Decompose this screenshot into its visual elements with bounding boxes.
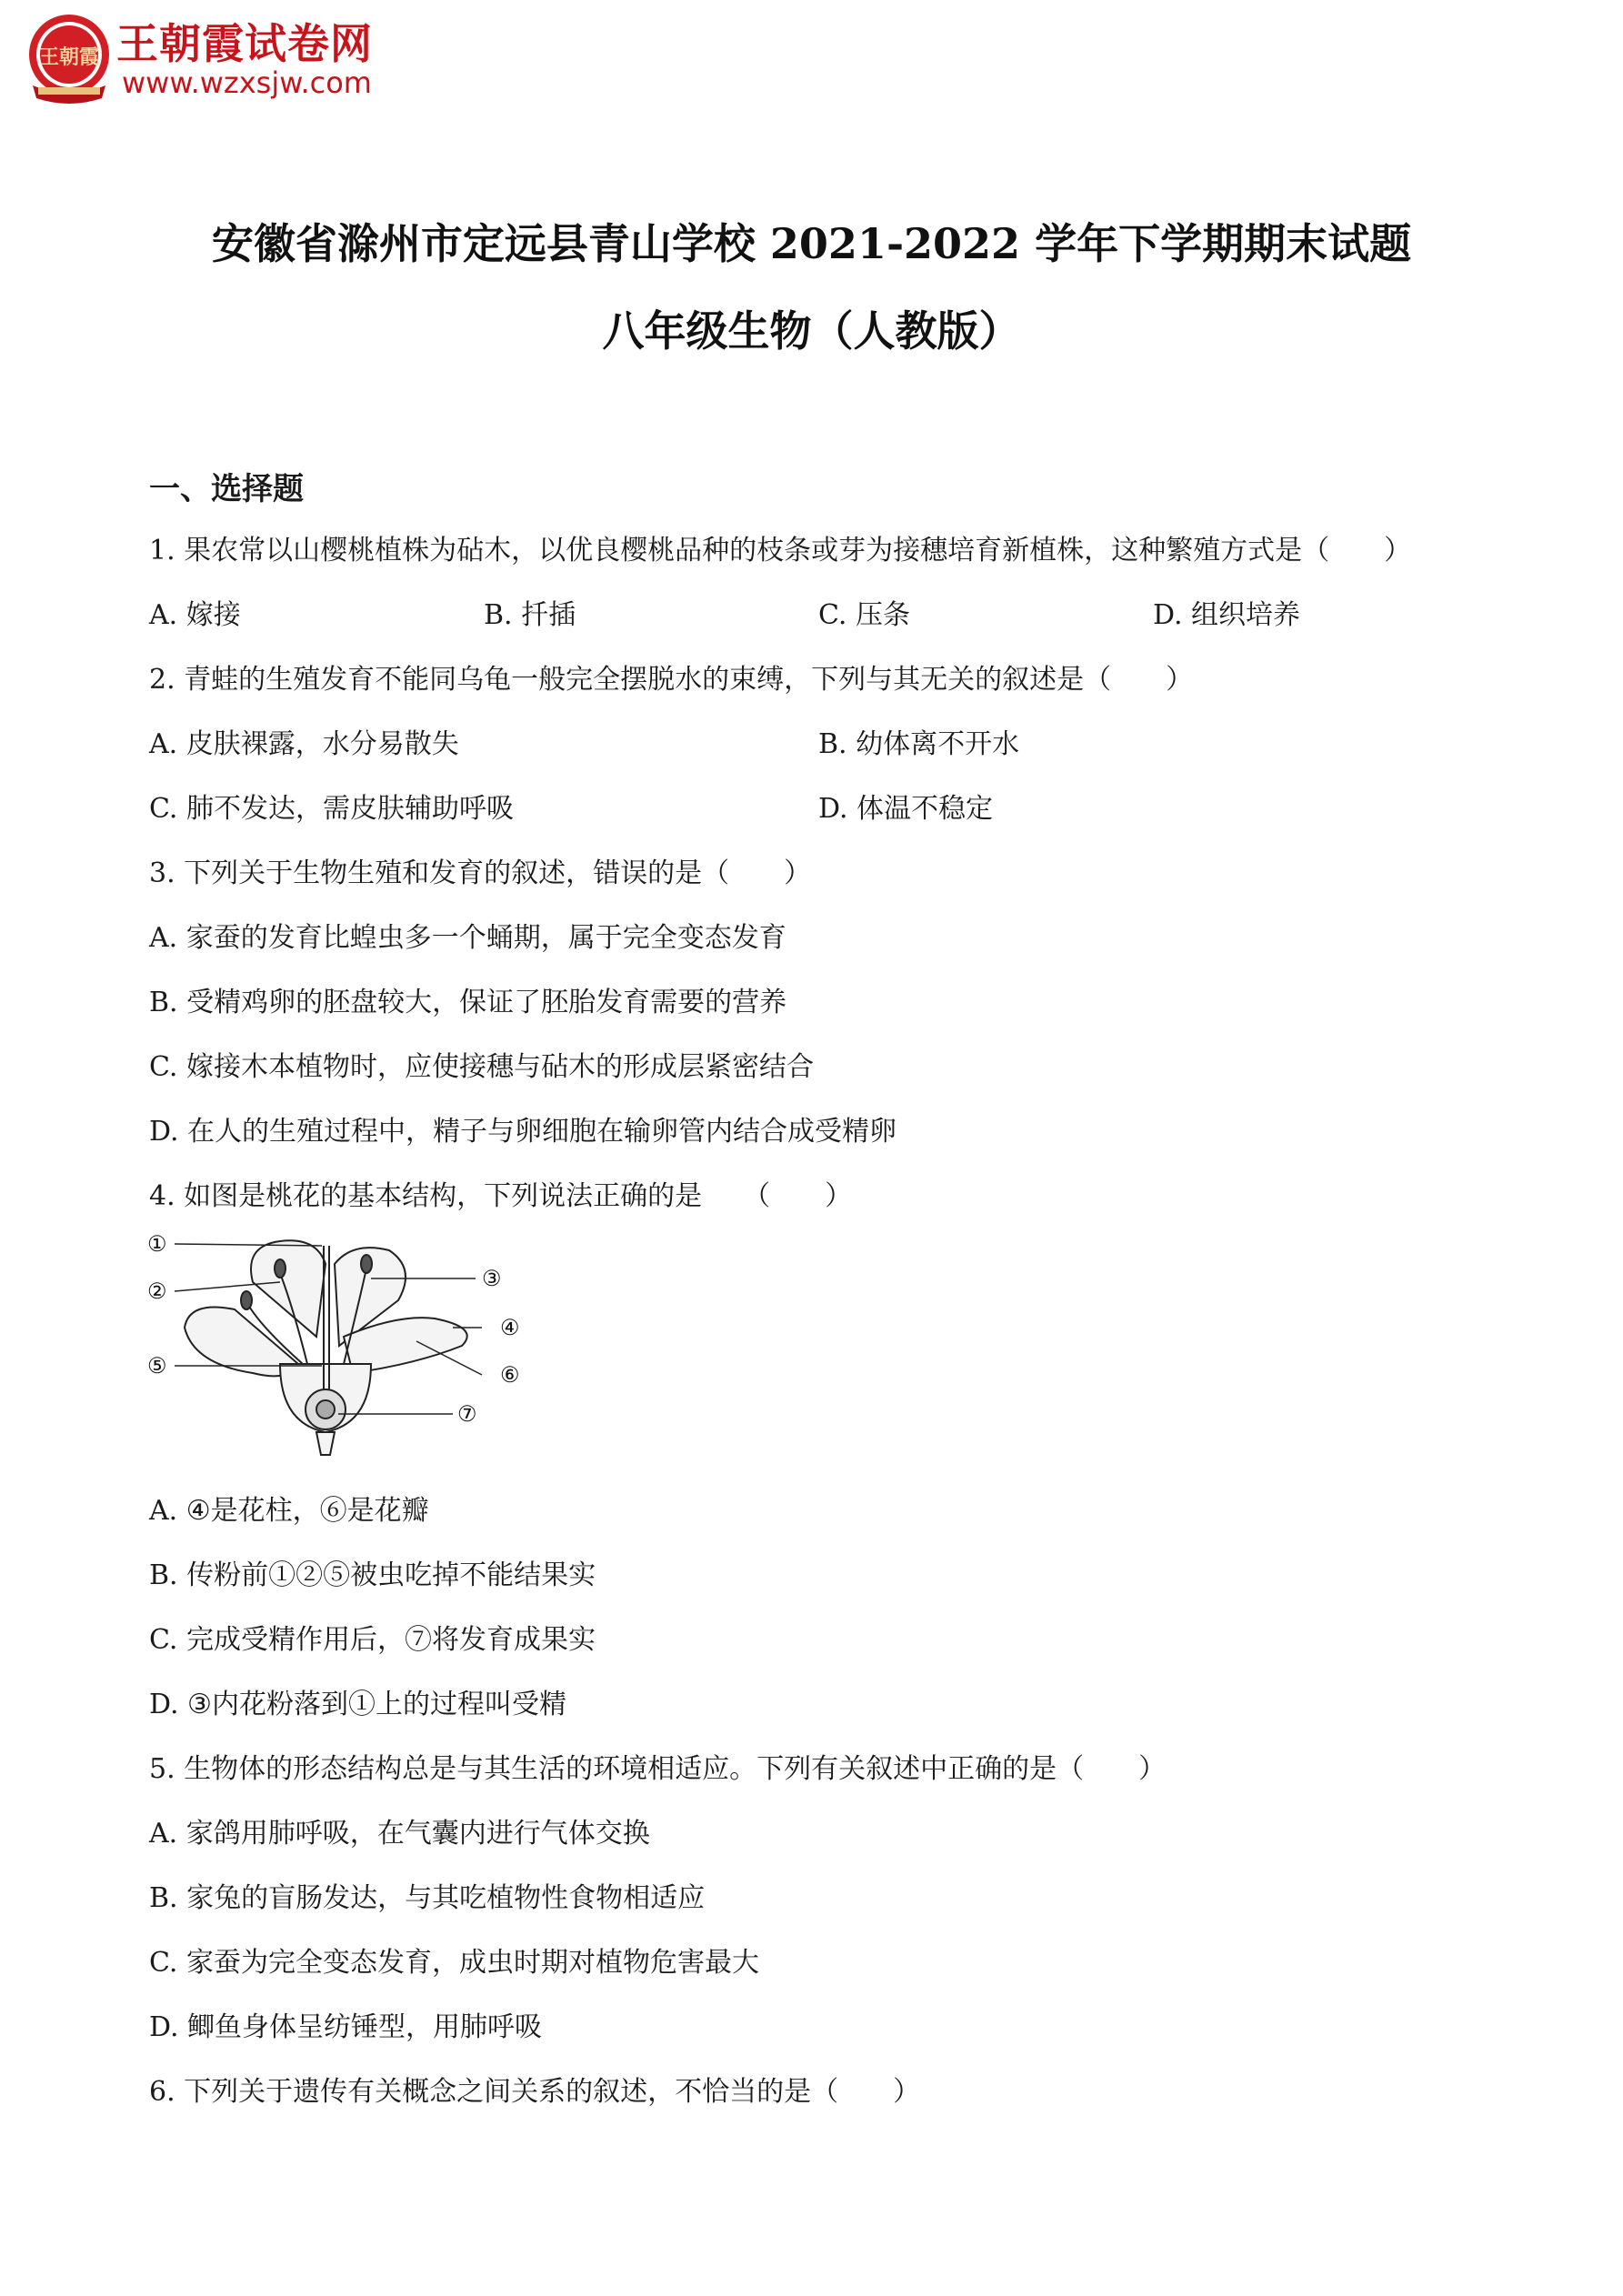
q3-option-b: B. 受精鸡卵的胚盘较大，保证了胚胎发育需要的营养: [149, 987, 787, 1018]
figure-label-7: ⑦: [457, 1401, 477, 1427]
site-header: [25, 11, 462, 111]
ovule: [316, 1400, 335, 1419]
brand-url[interactable]: www.wzxsjw.com: [122, 65, 372, 100]
q5-option-c: C. 家蚕为完全变态发育，成虫时期对植物危害最大: [149, 1947, 759, 1979]
figure-label-2: ②: [147, 1278, 167, 1304]
figure-label-6: ⑥: [500, 1362, 520, 1388]
figure-label-4: ④: [500, 1315, 520, 1340]
q1-option-d: D. 组织培养: [1153, 599, 1301, 631]
brand-name: 王朝霞试卷网: [116, 19, 373, 68]
peach-flower-diagram: [144, 1228, 535, 1473]
q1-option-b: B. 扦插: [484, 599, 576, 631]
q5-option-a: A. 家鸽用肺呼吸，在气囊内进行气体交换: [149, 1818, 650, 1850]
q2-option-d: D. 体温不稳定: [818, 793, 994, 825]
stamen-anther: [241, 1291, 252, 1309]
q1-option-a: A. 嫁接: [149, 599, 241, 631]
question-3-stem: 3. 下列关于生物生殖和发育的叙述，错误的是（ ）: [149, 857, 812, 889]
brand-logo-icon: [25, 11, 113, 105]
stamen-anther: [275, 1259, 286, 1278]
figure-label-5: ⑤: [147, 1353, 167, 1379]
q2-option-a: A. 皮肤裸露，水分易散失: [149, 728, 459, 760]
q4-option-d: D. ③内花粉落到①上的过程叫受精: [149, 1689, 566, 1720]
question-4-stem: 4. 如图是桃花的基本结构，下列说法正确的是 （ ）: [149, 1180, 853, 1212]
q5-option-b: B. 家兔的盲肠发达，与其吃植物性食物相适应: [149, 1882, 706, 1914]
q4-option-c: C. 完成受精作用后，⑦将发育成果实: [149, 1624, 596, 1656]
exam-subtitle: 八年级生物（人教版）: [602, 306, 1021, 356]
q3-option-c: C. 嫁接木本植物时，应使接穗与砧木的形成层紧密结合: [149, 1051, 814, 1083]
q3-option-d: D. 在人的生殖过程中，精子与卵细胞在输卵管内结合成受精卵: [149, 1116, 897, 1148]
section-heading: 一、选择题: [149, 471, 304, 507]
q2-option-c: C. 肺不发达，需皮肤辅助呼吸: [149, 793, 514, 825]
figure-label-1: ①: [147, 1231, 167, 1257]
question-2-stem: 2. 青蛙的生殖发育不能同乌龟一般完全摆脱水的束缚，下列与其无关的叙述是（ ）: [149, 664, 1194, 696]
question-1-stem: 1. 果农常以山樱桃植株为砧木，以优良樱桃品种的枝条或芽为接穗培育新植株，这种繁殖方式是（ ）: [149, 535, 1412, 566]
q1-option-c: C. 压条: [818, 599, 910, 631]
stamen-anther: [361, 1255, 372, 1273]
q2-option-b: B. 幼体离不开水: [818, 728, 1020, 760]
figure-label-3: ③: [482, 1266, 502, 1291]
q5-option-d: D. 鲫鱼身体呈纺锤型，用肺呼吸: [149, 2011, 543, 2043]
question-6-stem: 6. 下列关于遗传有关概念之间关系的叙述，不恰当的是（ ）: [149, 2076, 921, 2108]
question-5-stem: 5. 生物体的形态结构总是与其生活的环境相适应。下列有关叙述中正确的是（ ）: [149, 1753, 1167, 1785]
q4-option-b: B. 传粉前①②⑤被虫吃掉不能结果实: [149, 1559, 596, 1591]
q3-option-a: A. 家蚕的发育比蝗虫多一个蛹期，属于完全变态发育: [149, 922, 786, 954]
svg-text:王朝霞: 王朝霞: [38, 46, 100, 69]
flower-stalk: [316, 1432, 335, 1455]
q4-option-a: A. ④是花柱，⑥是花瓣: [149, 1495, 429, 1527]
exam-title: 安徽省滁州市定远县青山学校 2021-2022 学年下学期期末试题: [211, 219, 1412, 268]
